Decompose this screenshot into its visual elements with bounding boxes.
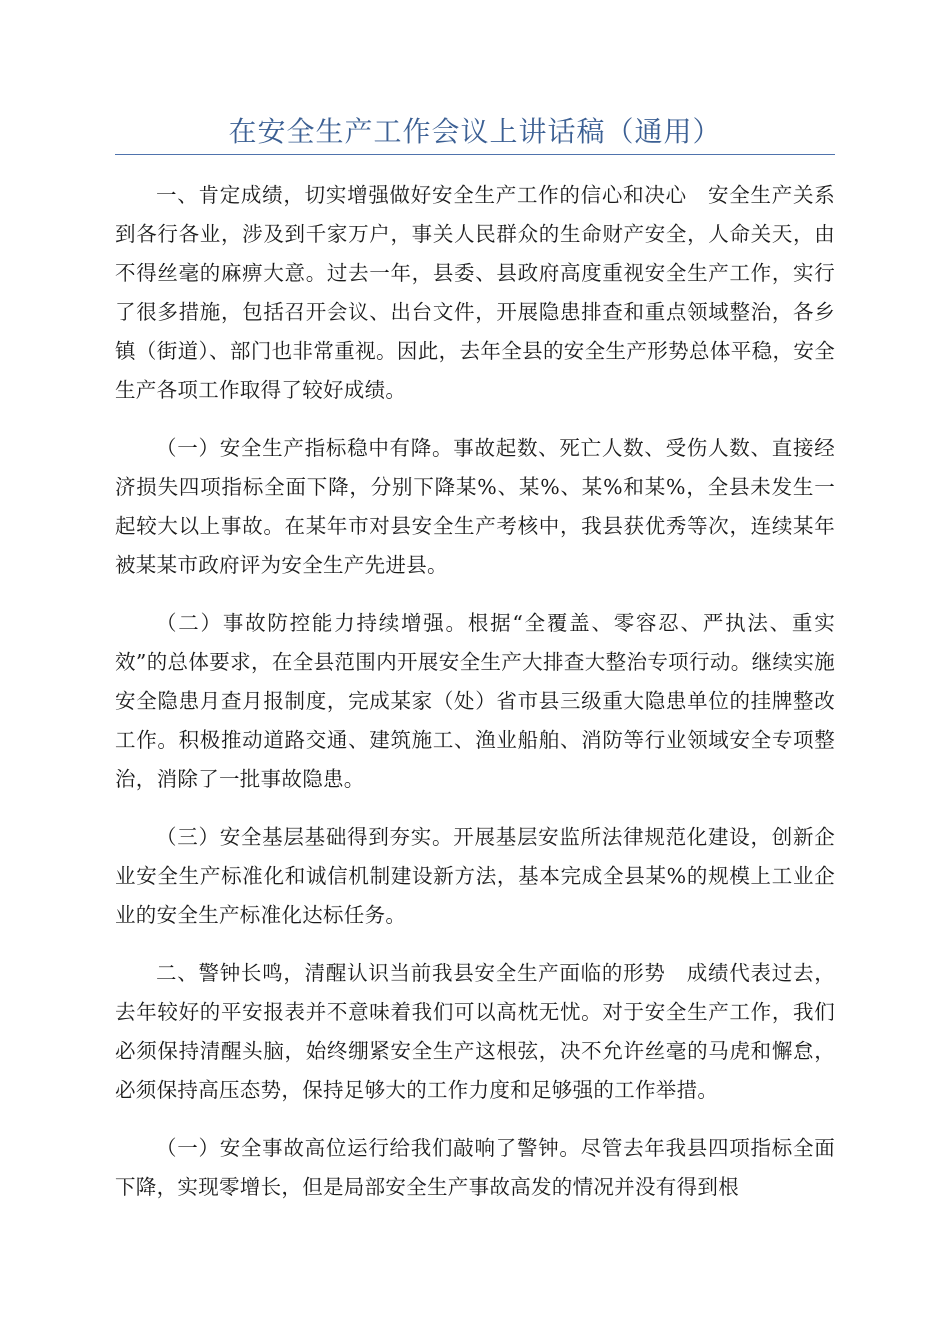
paragraph-3: （二）事故防控能力持续增强。根据“全覆盖、零容忍、严执法、重实效”的总体要求，在全县范围内开展安全生产大排查大整治专项行动。继续实施安全隐患月查月报制度，完成某家（处）省市县三级重大隐患单位的挂牌整改工作。积极推动道路交通、建筑施工、渔业船舶、消防等行业领域安全专项整治，消除了一批事故隐患。 bbox=[115, 611, 835, 791]
paragraph-4: （三）安全基层基础得到夯实。开展基层安监所法律规范化建设，创新企业安全生产标准化和诚信机制建设新方法，基本完成全县某%的规模上工业企业的安全生产标准化达标任务。 bbox=[115, 825, 835, 927]
paragraph-5: 二、警钟长鸣，清醒认识当前我县安全生产面临的形势 成绩代表过去，去年较好的平安报表并不意味着我们可以高枕无忧。对于安全生产工作，我们必须保持清醒头脑，始终绷紧安全生产这根弦，决不允许丝毫的马虎和懈怠，必须保持高压态势，保持足够大的工作力度和足够强的工作举措。 bbox=[115, 961, 835, 1102]
paragraph-6: （一）安全事故高位运行给我们敲响了警钟。尽管去年我县四项指标全面下降，实现零增长，但是局部安全生产事故高发的情况并没有得到根 bbox=[115, 1136, 835, 1199]
document-body bbox=[115, 176, 835, 1226]
paragraph-1: 一、肯定成绩，切实增强做好安全生产工作的信心和决心 安全生产关系到各行各业，涉及到千家万户，事关人民群众的生命财产安全，人命关天，由不得丝毫的麻痹大意。过去一年，县委、县政府高度重视安全生产工作，实行了很多措施，包括召开会议、出台文件，开展隐患排查和重点领域整治，各乡镇（街道）、部门也非常重视。因此，去年全县的安全生产形势总体平稳，安全生产各项工作取得了较好成绩。 bbox=[115, 183, 835, 402]
document-title: 在安全生产工作会议上讲话稿（通用） bbox=[228, 115, 722, 148]
title-underline bbox=[115, 154, 835, 155]
paragraph-2: （一）安全生产指标稳中有降。事故起数、死亡人数、受伤人数、直接经济损失四项指标全面下降，分别下降某%、某%、某%和某%，全县未发生一起较大以上事故。在某年市对县安全生产考核中，我县获优秀等次，连续某年被某某市政府评为安全生产先进县。 bbox=[115, 436, 835, 577]
